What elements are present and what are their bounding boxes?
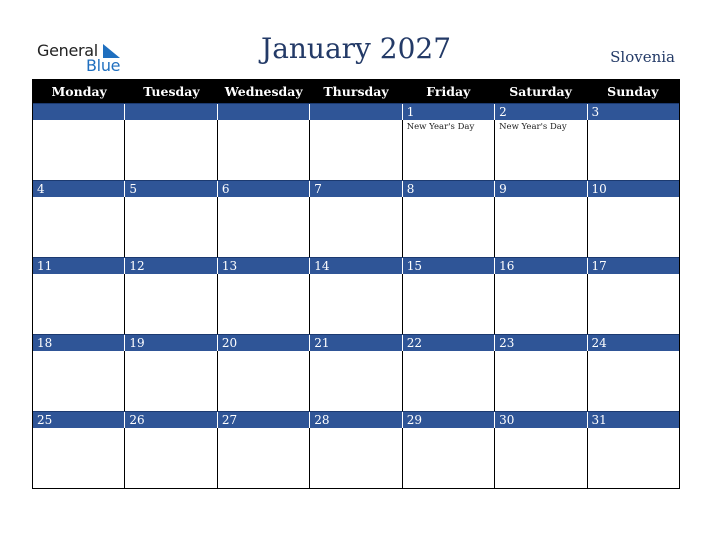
day-cell[interactable] — [402, 197, 494, 257]
page-title: January 2027 — [260, 32, 452, 65]
day-cell[interactable] — [124, 274, 216, 334]
day-cell[interactable] — [587, 351, 679, 411]
day-number: 14 — [309, 258, 401, 274]
week-row — [33, 103, 679, 180]
week-row — [33, 257, 679, 334]
day-number — [309, 104, 401, 120]
week-body — [33, 120, 679, 180]
day-cell[interactable] — [217, 351, 309, 411]
day-cell[interactable] — [402, 120, 494, 180]
day-cell[interactable] — [33, 274, 124, 334]
holiday-label: New Year's Day — [499, 122, 567, 132]
day-cell[interactable] — [587, 197, 679, 257]
day-number: 20 — [217, 335, 309, 351]
week-date-bar — [33, 180, 679, 197]
day-number: 16 — [494, 258, 586, 274]
calendar-grid — [32, 79, 680, 489]
day-number: 10 — [587, 181, 679, 197]
day-cell[interactable] — [33, 351, 124, 411]
day-number: 2 — [494, 104, 586, 120]
day-cell[interactable] — [402, 274, 494, 334]
day-number: 30 — [494, 412, 586, 428]
weekday-sunday: Sunday — [607, 84, 659, 99]
country-label: Slovenia — [610, 48, 675, 66]
day-cell[interactable] — [309, 351, 401, 411]
week-date-bar — [33, 411, 679, 428]
weekday-monday: Monday — [51, 84, 107, 99]
day-number — [33, 104, 124, 120]
day-number: 11 — [37, 259, 53, 273]
day-number: 18 — [37, 336, 53, 350]
day-number: 31 — [587, 412, 679, 428]
day-number: 24 — [587, 335, 679, 351]
week-row — [33, 411, 679, 488]
week-body — [33, 274, 679, 334]
weekday-thursday: Thursday — [323, 84, 389, 99]
day-number: 8 — [402, 181, 494, 197]
day-number: 29 — [402, 412, 494, 428]
day-cell[interactable] — [309, 274, 401, 334]
day-number: 1 — [402, 104, 494, 120]
day-cell[interactable] — [587, 428, 679, 488]
day-number: 4 — [37, 182, 45, 196]
day-number: 13 — [217, 258, 309, 274]
day-cell[interactable] — [309, 197, 401, 257]
logo-text-general: General — [37, 41, 98, 60]
day-number: 17 — [587, 258, 679, 274]
day-number: 6 — [217, 181, 309, 197]
week-row — [33, 180, 679, 257]
week-body — [33, 197, 679, 257]
day-cell[interactable] — [494, 351, 586, 411]
day-cell[interactable] — [217, 428, 309, 488]
day-cell[interactable] — [33, 120, 124, 180]
week-body — [33, 351, 679, 411]
weekday-header — [33, 80, 679, 103]
week-date-bar — [33, 257, 679, 274]
day-number: 3 — [587, 104, 679, 120]
day-cell[interactable] — [33, 197, 124, 257]
day-number: 23 — [494, 335, 586, 351]
week-row — [33, 334, 679, 411]
logo-text-blue: Blue — [86, 56, 121, 75]
weeks-container — [33, 103, 679, 488]
day-number: 9 — [494, 181, 586, 197]
day-number: 21 — [309, 335, 401, 351]
day-cell[interactable] — [587, 120, 679, 180]
weekday-wednesday: Wednesday — [224, 84, 303, 99]
day-cell[interactable] — [124, 428, 216, 488]
day-cell[interactable] — [124, 120, 216, 180]
day-number: 28 — [309, 412, 401, 428]
day-number: 22 — [402, 335, 494, 351]
weekday-friday: Friday — [426, 84, 471, 99]
week-date-bar — [33, 334, 679, 351]
holiday-label: New Year's Day — [406, 122, 475, 132]
week-body — [33, 428, 679, 488]
day-number: 19 — [124, 335, 216, 351]
day-cell[interactable] — [494, 197, 586, 257]
day-cell[interactable] — [402, 428, 494, 488]
day-cell[interactable] — [402, 351, 494, 411]
day-cell[interactable] — [217, 274, 309, 334]
day-number — [217, 104, 309, 120]
day-cell[interactable] — [494, 120, 586, 180]
week-date-bar — [33, 103, 679, 120]
day-number — [124, 104, 216, 120]
day-cell[interactable] — [217, 120, 309, 180]
weekday-saturday: Saturday — [509, 84, 572, 99]
day-cell[interactable] — [124, 351, 216, 411]
day-number: 12 — [124, 258, 216, 274]
day-cell[interactable] — [309, 428, 401, 488]
day-cell[interactable] — [124, 197, 216, 257]
day-number: 25 — [37, 413, 53, 427]
day-cell[interactable] — [494, 274, 586, 334]
day-cell[interactable] — [494, 428, 586, 488]
day-number: 7 — [309, 181, 401, 197]
day-number: 5 — [124, 181, 216, 197]
day-cell[interactable] — [217, 197, 309, 257]
day-cell[interactable] — [587, 274, 679, 334]
day-number: 27 — [217, 412, 309, 428]
weekday-tuesday: Tuesday — [143, 84, 200, 99]
day-cell[interactable] — [33, 428, 124, 488]
day-number: 15 — [402, 258, 494, 274]
day-cell[interactable] — [309, 120, 401, 180]
day-number: 26 — [124, 412, 216, 428]
